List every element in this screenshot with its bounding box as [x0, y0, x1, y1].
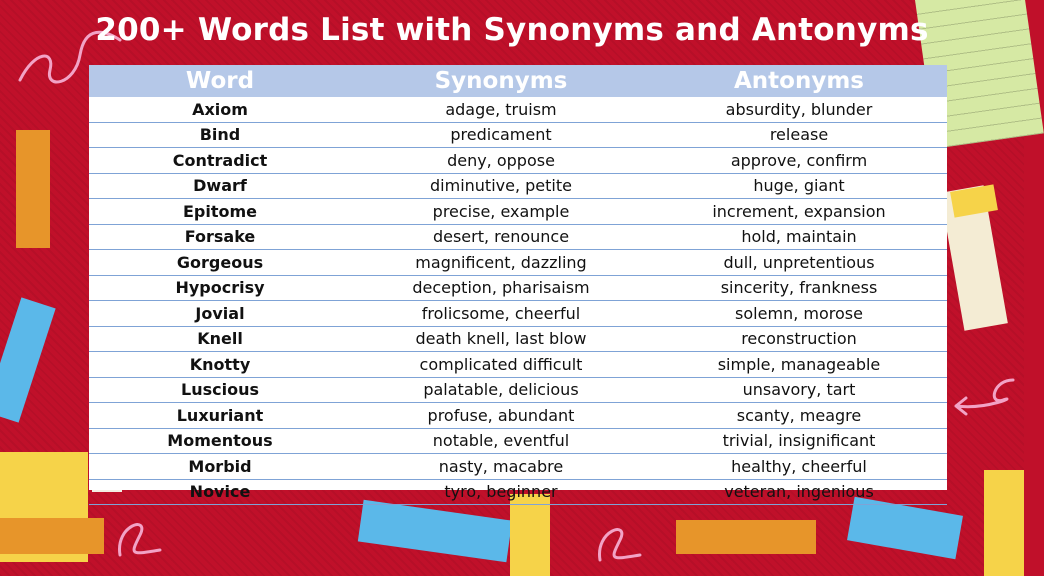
table-row [89, 403, 947, 429]
cell-word: Morbid [89, 454, 351, 480]
swirl-doodle-bottom-left [110, 495, 180, 565]
table-row [89, 301, 947, 327]
table-row [89, 199, 947, 225]
cell-synonyms: desert, renounce [351, 224, 651, 250]
cell-word: Knotty [89, 352, 351, 378]
cell-antonyms: increment, expansion [651, 199, 947, 225]
header-synonyms: Synonyms [351, 65, 651, 97]
table-row [89, 173, 947, 199]
cell-antonyms: healthy, cheerful [651, 454, 947, 480]
yellow-tape-bottom-right [984, 470, 1024, 576]
cell-synonyms: predicament [351, 122, 651, 148]
table-row [89, 275, 947, 301]
words-table [89, 65, 947, 505]
table-row [89, 377, 947, 403]
cell-word: Hypocrisy [89, 275, 351, 301]
cell-synonyms: complicated difficult [351, 352, 651, 378]
blue-tape-bottom-right [847, 497, 963, 559]
cell-synonyms: notable, eventful [351, 428, 651, 454]
table-row [89, 479, 947, 505]
cell-word: Dwarf [89, 173, 351, 199]
cell-synonyms: adage, truism [351, 97, 651, 122]
cell-antonyms: trivial, insignificant [651, 428, 947, 454]
orange-tape-bottom-left [0, 518, 104, 554]
swirl-doodle-bottom-center [590, 500, 660, 570]
header-antonyms: Antonyms [651, 65, 947, 97]
cell-antonyms: huge, giant [651, 173, 947, 199]
cell-antonyms: scanty, meagre [651, 403, 947, 429]
table-row [89, 148, 947, 174]
arrow-doodle-right [948, 370, 1018, 420]
cell-synonyms: profuse, abundant [351, 403, 651, 429]
cell-synonyms: deception, pharisaism [351, 275, 651, 301]
cell-synonyms: diminutive, petite [351, 173, 651, 199]
cell-antonyms: veteran, ingenious [651, 479, 947, 505]
cell-antonyms: approve, confirm [651, 148, 947, 174]
cell-synonyms: death knell, last blow [351, 326, 651, 352]
table-header-row [89, 65, 947, 97]
table-row [89, 224, 947, 250]
cell-word: Jovial [89, 301, 351, 327]
blue-tape-bottom [358, 500, 512, 562]
cell-synonyms: palatable, delicious [351, 377, 651, 403]
table-row [89, 122, 947, 148]
header-word: Word [89, 65, 351, 97]
cell-synonyms: deny, oppose [351, 148, 651, 174]
blue-tape-left [0, 297, 56, 422]
orange-tape-left [16, 130, 50, 248]
words-table-card [89, 65, 947, 502]
yellow-tape-bottom [510, 494, 550, 576]
table-row [89, 428, 947, 454]
cell-word: Momentous [89, 428, 351, 454]
cell-antonyms: reconstruction [651, 326, 947, 352]
table-row [89, 326, 947, 352]
orange-tape-bottom-right [676, 520, 816, 554]
cell-antonyms: sincerity, frankness [651, 275, 947, 301]
cell-antonyms: release [651, 122, 947, 148]
cell-synonyms: magnificent, dazzling [351, 250, 651, 276]
cell-antonyms: dull, unpretentious [651, 250, 947, 276]
page-title: 200+ Words List with Synonyms and Antonyms [95, 12, 929, 48]
cell-word: Luscious [89, 377, 351, 403]
cell-word: Luxuriant [89, 403, 351, 429]
cell-word: Bind [89, 122, 351, 148]
cell-synonyms: nasty, macabre [351, 454, 651, 480]
table-row [89, 352, 947, 378]
cell-word: Contradict [89, 148, 351, 174]
table-row [89, 454, 947, 480]
cell-antonyms: hold, maintain [651, 224, 947, 250]
cell-word: Gorgeous [89, 250, 351, 276]
table-row [89, 97, 947, 122]
cell-synonyms: frolicsome, cheerful [351, 301, 651, 327]
cell-word: Axiom [89, 97, 351, 122]
cell-antonyms: unsavory, tart [651, 377, 947, 403]
cell-synonyms: tyro, beginner [351, 479, 651, 505]
cell-antonyms: simple, manageable [651, 352, 947, 378]
cell-word: Novice [89, 479, 351, 505]
cell-word: Epitome [89, 199, 351, 225]
cell-word: Knell [89, 326, 351, 352]
cell-synonyms: precise, example [351, 199, 651, 225]
cell-antonyms: solemn, morose [651, 301, 947, 327]
cell-antonyms: absurdity, blunder [651, 97, 947, 122]
table-body [89, 97, 947, 505]
cell-word: Forsake [89, 224, 351, 250]
table-row [89, 250, 947, 276]
